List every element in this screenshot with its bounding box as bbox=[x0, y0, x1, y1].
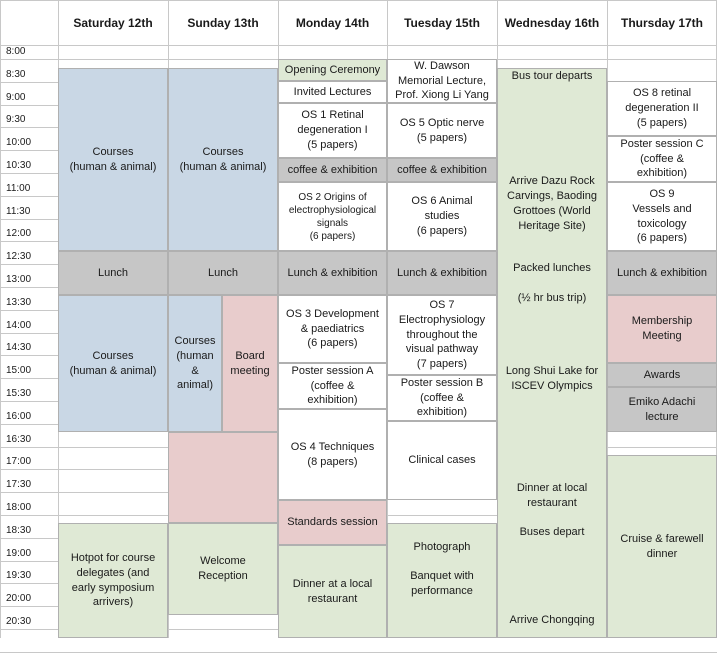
time-label: 18:30 bbox=[6, 525, 32, 536]
time-label: 11:30 bbox=[6, 206, 31, 217]
grid-line bbox=[0, 45, 717, 46]
time-label: 13:30 bbox=[6, 297, 32, 308]
time-label: 15:30 bbox=[6, 388, 32, 399]
event-tuesday-lunch: Lunch & exhibition bbox=[387, 251, 497, 295]
day-header-sunday: Sunday 13th bbox=[187, 15, 259, 30]
event-tuesday-os6: OS 6 Animal studies (6 papers) bbox=[387, 182, 497, 251]
event-wednesday-bus-tour: Bus tour departs bbox=[511, 70, 593, 82]
event-wednesday-bus-trip: (½ hr bus trip) bbox=[517, 292, 587, 304]
event-wednesday-packed-lunches: Packed lunches bbox=[513, 262, 591, 274]
time-label: 12:00 bbox=[6, 228, 32, 239]
event-wednesday-dinner: Dinner at local restaurant bbox=[516, 482, 588, 509]
event-monday-coffee: coffee & exhibition bbox=[278, 158, 387, 182]
event-monday-dinner: Dinner at a local restaurant bbox=[278, 545, 387, 638]
day-header-tuesday: Tuesday 15th bbox=[404, 15, 480, 30]
event-sunday-courses-afternoon: Courses (human & animal) bbox=[168, 295, 222, 432]
time-label: 20:30 bbox=[6, 616, 32, 627]
time-label: 15:00 bbox=[6, 365, 32, 376]
event-sunday-lunch: Lunch bbox=[168, 251, 278, 295]
event-monday-poster-session-a: Poster session A (coffee & exhibition) bbox=[278, 363, 387, 409]
day-header-thursday: Thursday 17th bbox=[620, 15, 704, 30]
event-monday-os3: OS 3 Development & paediatrics (6 papers) bbox=[278, 295, 387, 363]
event-tuesday-coffee: coffee & exhibition bbox=[387, 158, 497, 182]
event-sunday-courses-morning: Courses (human & animal) bbox=[168, 68, 278, 251]
event-wednesday-dazu: Arrive Dazu Rock Carvings, Baoding Grottoes (World Heritage Site) bbox=[507, 175, 597, 232]
event-sunday-board-meeting: Board meeting bbox=[222, 295, 278, 432]
time-label: 9:00 bbox=[6, 92, 26, 103]
event-thursday-cruise-dinner: Cruise & farewell dinner bbox=[607, 455, 717, 638]
event-wednesday-arrive-chongqing: Arrive Chongqing bbox=[509, 614, 595, 626]
event-thursday-os8: OS 8 retinal degeneration II (5 papers) bbox=[607, 81, 717, 136]
time-label: 14:30 bbox=[6, 342, 32, 353]
event-monday-os2: OS 2 Origins of electrophysiological signals (6 papers) bbox=[278, 182, 387, 251]
time-label: 19:30 bbox=[6, 570, 32, 581]
time-label: 12:30 bbox=[6, 251, 32, 262]
event-thursday-lunch: Lunch & exhibition bbox=[607, 251, 717, 295]
event-monday-os4: OS 4 Techniques (8 papers) bbox=[278, 409, 387, 500]
time-label: 17:30 bbox=[6, 479, 32, 490]
time-label: 9:30 bbox=[6, 114, 26, 125]
time-label: 14:00 bbox=[6, 320, 32, 331]
time-label: 8:30 bbox=[6, 69, 26, 80]
time-label: 10:00 bbox=[6, 137, 32, 148]
grid-column-line bbox=[0, 0, 1, 638]
day-header-wednesday: Wednesday 16th bbox=[504, 15, 600, 30]
event-thursday-os9: OS 9 Vessels and toxicology (6 papers) bbox=[607, 182, 717, 251]
event-monday-lunch: Lunch & exhibition bbox=[278, 251, 387, 295]
event-monday-standards-session: Standards session bbox=[278, 500, 387, 545]
event-monday-opening-ceremony: Opening Ceremony bbox=[278, 59, 387, 81]
event-tuesday-banquet: Banquet with performance bbox=[410, 570, 474, 597]
event-tuesday-evening bbox=[387, 523, 497, 638]
event-saturday-lunch: Lunch bbox=[58, 251, 168, 295]
event-monday-invited-lectures: Invited Lectures bbox=[278, 81, 387, 103]
time-label: 17:00 bbox=[6, 456, 32, 467]
day-header-monday: Monday 14th bbox=[295, 15, 370, 30]
time-label: 8:00 bbox=[6, 46, 26, 57]
time-label: 13:00 bbox=[6, 274, 32, 285]
event-tuesday-poster-session-b: Poster session B (coffee & exhibition) bbox=[387, 375, 497, 421]
event-sunday-board-continued bbox=[168, 432, 278, 523]
event-wednesday-buses-depart: Buses depart bbox=[519, 526, 585, 538]
event-thursday-membership-meeting: Membership Meeting bbox=[607, 295, 717, 363]
event-wednesday-excursion bbox=[497, 68, 607, 638]
event-saturday-courses-afternoon: Courses (human & animal) bbox=[58, 295, 168, 432]
event-tuesday-dawson-lecture: W. Dawson Memorial Lecture, Prof. Xiong Li Yang bbox=[387, 59, 497, 103]
event-sunday-welcome-reception: Welcome Reception bbox=[168, 523, 278, 615]
time-label: 10:30 bbox=[6, 160, 32, 171]
event-tuesday-os7: OS 7 Electrophysiology throughout the visual pathway (7 papers) bbox=[387, 295, 497, 375]
event-monday-os1: OS 1 Retinal degeneration I (5 papers) bbox=[278, 103, 387, 158]
event-tuesday-photograph: Photograph bbox=[413, 541, 471, 553]
time-label: 19:00 bbox=[6, 548, 32, 559]
time-label: 20:00 bbox=[6, 593, 32, 604]
day-header-saturday: Saturday 12th bbox=[73, 15, 153, 30]
time-label: 16:00 bbox=[6, 411, 32, 422]
event-saturday-hotpot: Hotpot for course delegates (and early symposium arrivers) bbox=[58, 523, 168, 638]
event-thursday-awards: Awards bbox=[607, 363, 717, 387]
time-label: 18:00 bbox=[6, 502, 32, 513]
time-label: 16:30 bbox=[6, 434, 32, 445]
time-label: 11:00 bbox=[6, 183, 31, 194]
event-thursday-poster-session-c: Poster session C (coffee & exhibition) bbox=[607, 136, 717, 182]
event-thursday-emiko-lecture: Emiko Adachi lecture bbox=[607, 387, 717, 432]
event-tuesday-os5: OS 5 Optic nerve (5 papers) bbox=[387, 103, 497, 158]
event-wednesday-shui-lake: Long Shui Lake for ISCEV Olympics bbox=[505, 365, 599, 392]
event-saturday-courses-morning: Courses (human & animal) bbox=[58, 68, 168, 251]
event-tuesday-clinical-cases: Clinical cases bbox=[387, 421, 497, 500]
